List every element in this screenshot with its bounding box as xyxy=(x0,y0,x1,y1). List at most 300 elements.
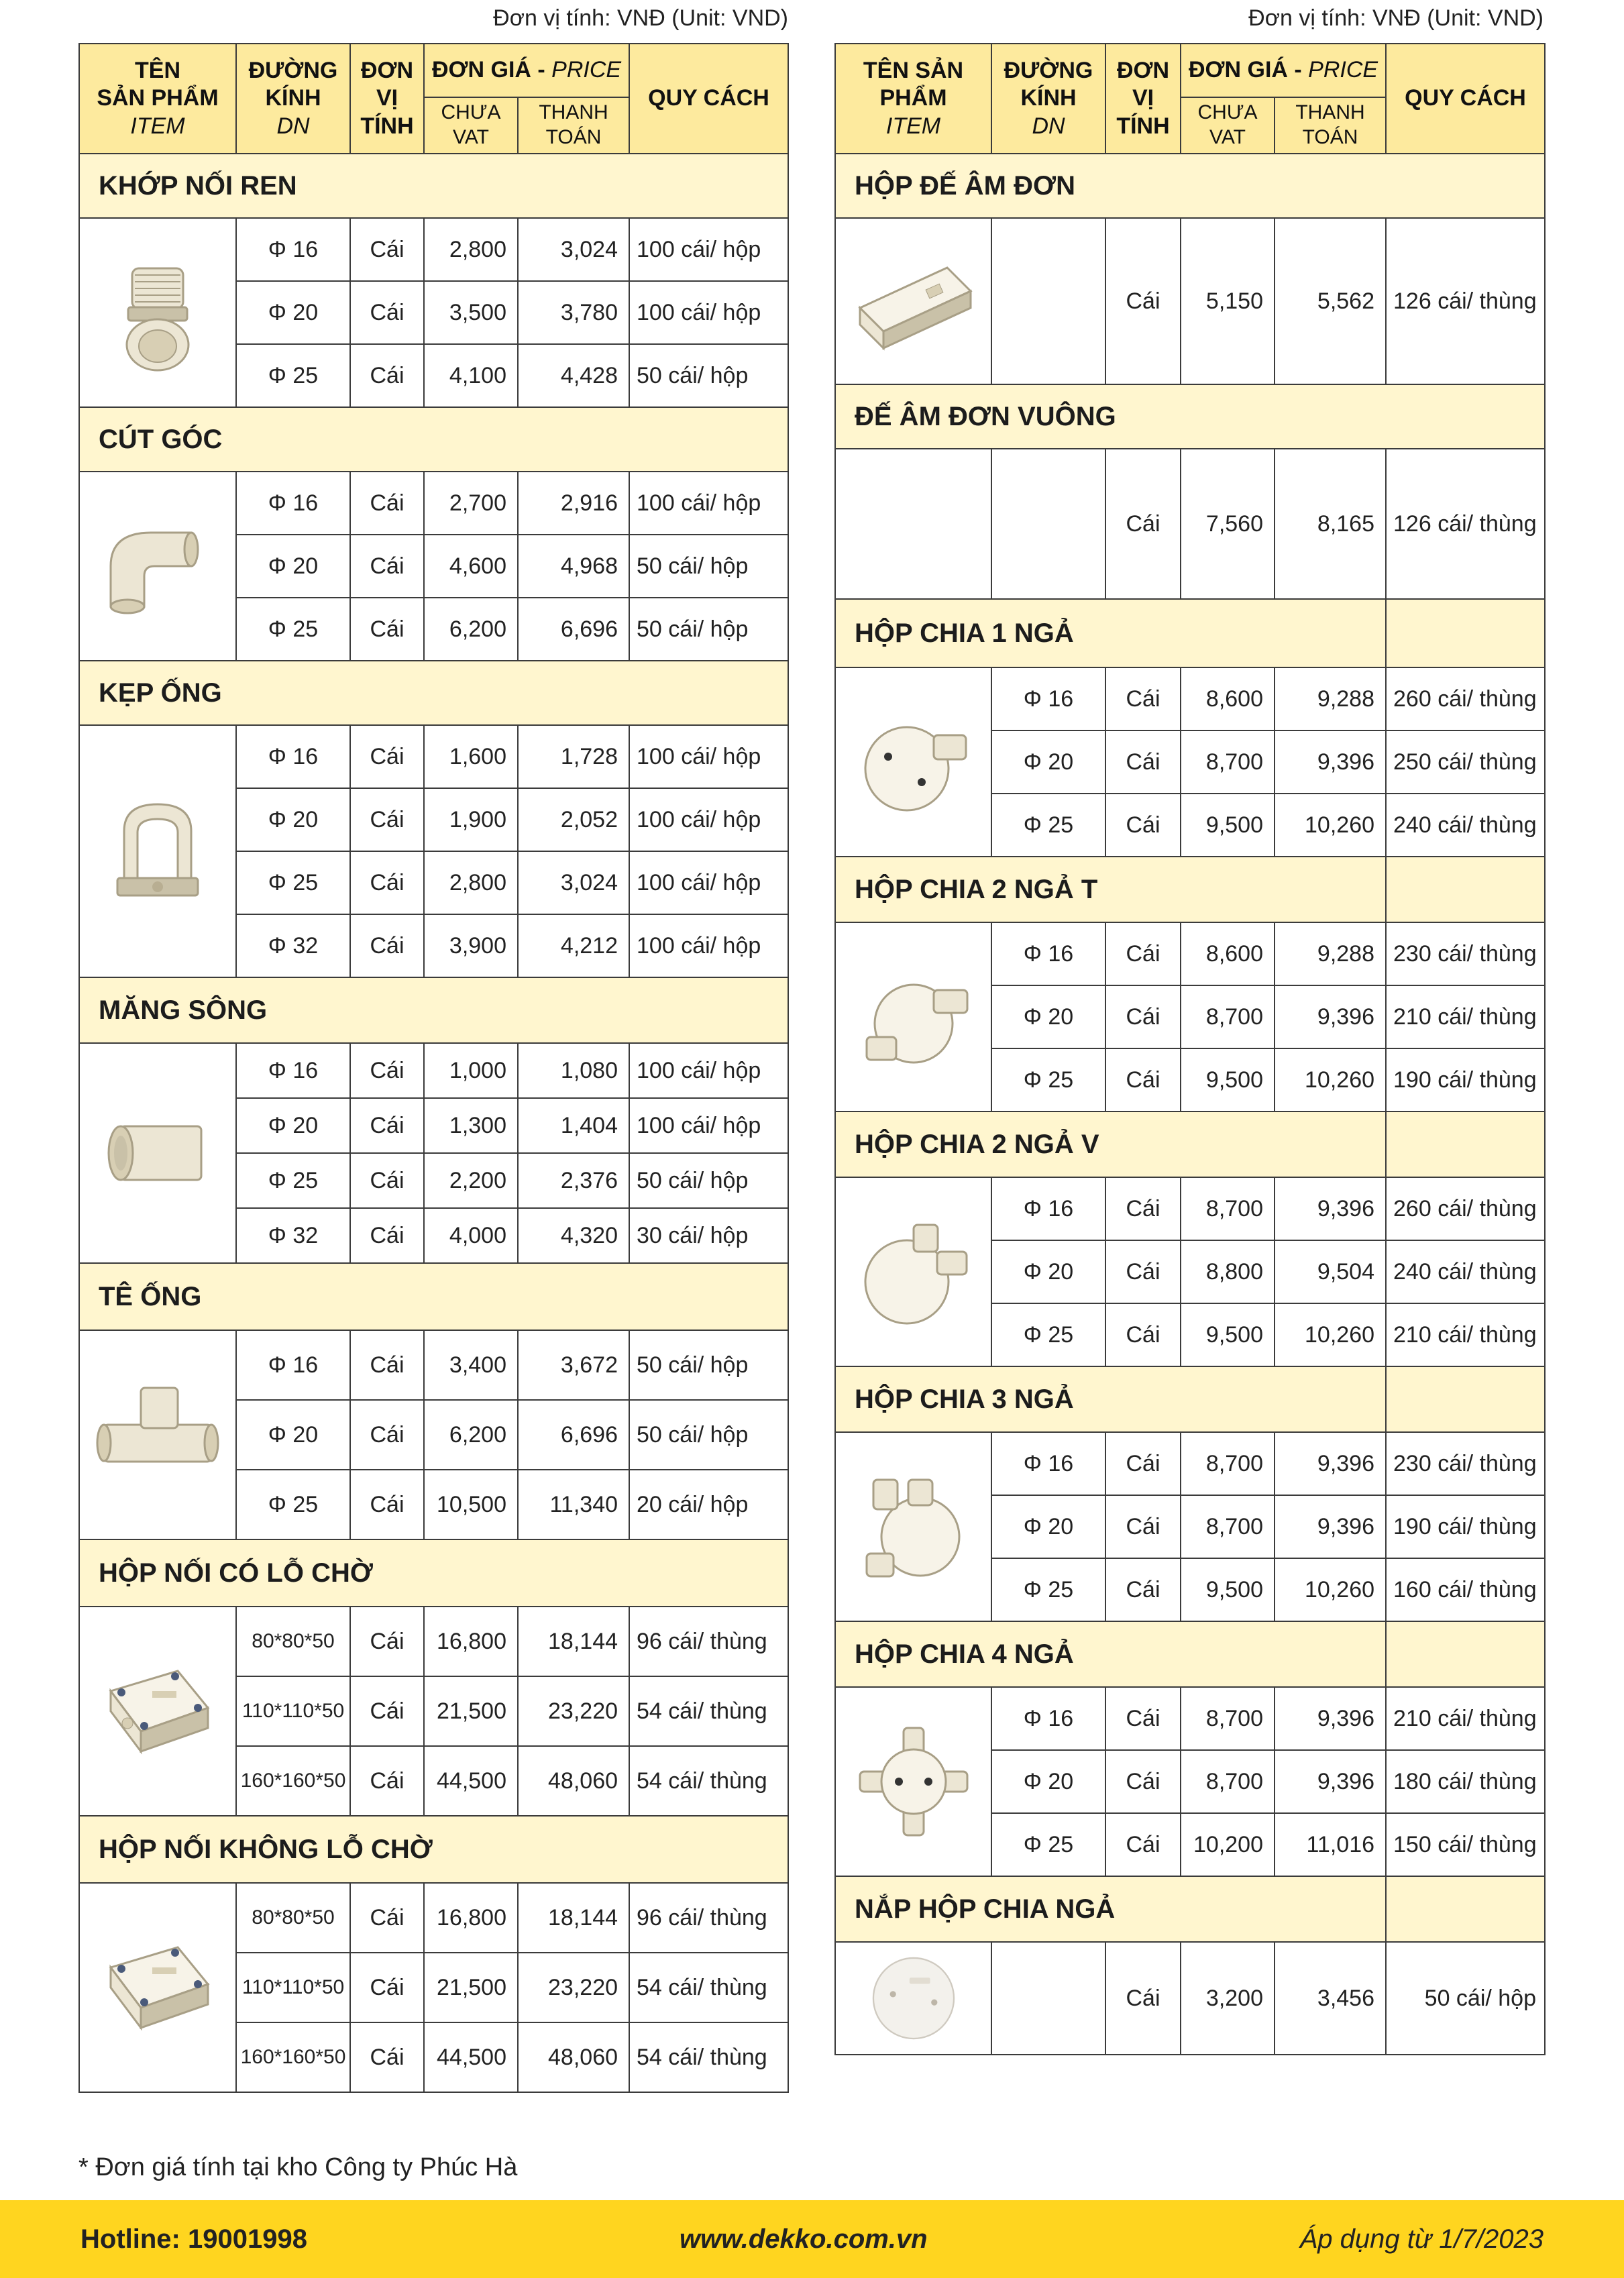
packing-spec-cell: 54 cái/ thùng xyxy=(629,1746,788,1816)
section-header xyxy=(79,154,788,218)
price-excl-vat-cell: 44,500 xyxy=(424,1746,518,1816)
four-way-box-icon xyxy=(847,1715,981,1849)
diameter-cell: Φ 16 xyxy=(236,1043,350,1098)
section-title: HỘP NỐI KHÔNG LỖ CHỜ xyxy=(79,1816,788,1883)
price-excl-vat-cell: 2,700 xyxy=(424,472,518,535)
diameter-cell: Φ 25 xyxy=(236,1153,350,1208)
packing-spec-cell: 260 cái/ thùng xyxy=(1386,667,1545,730)
diameter-cell: Φ 25 xyxy=(991,1303,1105,1366)
price-payment-cell: 3,780 xyxy=(518,281,629,344)
product-image xyxy=(79,472,236,661)
website-link[interactable]: www.dekko.com.vn xyxy=(679,2224,928,2254)
flush-back-box-icon xyxy=(847,234,981,368)
packing-spec-cell: 230 cái/ thùng xyxy=(1386,922,1545,985)
packing-spec-cell: 240 cái/ thùng xyxy=(1386,1240,1545,1303)
price-table-right xyxy=(834,43,1546,2055)
price-excl-vat-cell: 9,500 xyxy=(1181,1558,1275,1621)
socket-coupling-icon xyxy=(91,1086,225,1220)
price-payment-cell: 1,728 xyxy=(518,725,629,788)
unit-cell: Cái xyxy=(350,1746,424,1816)
price-excl-vat-cell: 8,600 xyxy=(1181,922,1275,985)
header-price: ĐƠN GIÁ - PRICE xyxy=(424,44,629,97)
header-price-payment: THANH TOÁN xyxy=(518,97,629,154)
price-payment-cell: 9,288 xyxy=(1275,667,1386,730)
price-payment-cell: 10,260 xyxy=(1275,1048,1386,1111)
section-title: HỘP NỐI CÓ LỖ CHỜ xyxy=(79,1539,788,1607)
price-table-left xyxy=(78,43,789,2093)
price-excl-vat-cell: 7,560 xyxy=(1181,449,1275,599)
header-unit: ĐƠN VỊ TÍNH xyxy=(1105,44,1181,154)
product-image xyxy=(79,725,236,977)
price-payment-cell: 3,672 xyxy=(518,1330,629,1400)
unit-cell: Cái xyxy=(1105,794,1181,857)
price-excl-vat-cell: 10,200 xyxy=(1181,1813,1275,1876)
unit-cell: Cái xyxy=(350,344,424,407)
price-excl-vat-cell: 3,400 xyxy=(424,1330,518,1400)
unit-cell: Cái xyxy=(1105,985,1181,1048)
section-header xyxy=(835,384,1545,449)
product-image xyxy=(835,922,991,1111)
unit-cell: Cái xyxy=(350,535,424,598)
diameter-cell: Φ 16 xyxy=(991,1687,1105,1750)
section-spacer xyxy=(1386,1366,1545,1432)
section-title: KẸP ỐNG xyxy=(79,661,788,725)
apply-date: Áp dụng từ 1/7/2023 xyxy=(1299,2224,1544,2254)
packing-spec-cell: 50 cái/ hộp xyxy=(629,1330,788,1400)
diameter-cell: Φ 25 xyxy=(991,794,1105,857)
unit-cell: Cái xyxy=(350,1607,424,1676)
diameter-cell: Φ 16 xyxy=(236,218,350,281)
diameter-cell: Φ 20 xyxy=(991,1750,1105,1813)
price-payment-cell: 9,396 xyxy=(1275,1177,1386,1240)
price-payment-cell: 10,260 xyxy=(1275,1303,1386,1366)
packing-spec-cell: 54 cái/ thùng xyxy=(629,2022,788,2092)
section-spacer xyxy=(1386,857,1545,922)
diameter-cell: Φ 32 xyxy=(236,1208,350,1263)
packing-spec-cell: 50 cái/ hộp xyxy=(629,1153,788,1208)
unit-cell: Cái xyxy=(350,1098,424,1153)
junction-box-plain-icon xyxy=(91,1920,225,2055)
table-row xyxy=(835,449,1545,599)
price-payment-cell: 2,376 xyxy=(518,1153,629,1208)
header-item: TÊN SẢN PHẨM ITEM xyxy=(79,44,236,154)
price-excl-vat-cell: 9,500 xyxy=(1181,794,1275,857)
price-excl-vat-cell: 8,700 xyxy=(1181,1687,1275,1750)
packing-spec-cell: 100 cái/ hộp xyxy=(629,281,788,344)
price-payment-cell: 8,165 xyxy=(1275,449,1386,599)
diameter-cell: Φ 25 xyxy=(991,1558,1105,1621)
packing-spec-cell: 100 cái/ hộp xyxy=(629,472,788,535)
packing-spec-cell: 210 cái/ thùng xyxy=(1386,1687,1545,1750)
diameter-cell: 110*110*50 xyxy=(236,1676,350,1746)
price-excl-vat-cell: 3,200 xyxy=(1181,1942,1275,2055)
diameter-cell: 80*80*50 xyxy=(236,1607,350,1676)
price-excl-vat-cell: 2,800 xyxy=(424,851,518,914)
unit-cell: Cái xyxy=(1105,1687,1181,1750)
price-payment-cell: 48,060 xyxy=(518,1746,629,1816)
table-row xyxy=(835,922,1545,985)
unit-cell: Cái xyxy=(1105,1813,1181,1876)
unit-cell: Cái xyxy=(350,281,424,344)
left-table-body xyxy=(79,154,788,2092)
product-image xyxy=(835,667,991,857)
packing-spec-cell: 180 cái/ thùng xyxy=(1386,1750,1545,1813)
unit-cell: Cái xyxy=(350,1400,424,1470)
price-excl-vat-cell: 8,700 xyxy=(1181,1432,1275,1495)
unit-cell: Cái xyxy=(350,1470,424,1539)
section-title: HỘP CHIA 2 NGẢ T xyxy=(835,857,1386,922)
price-excl-vat-cell: 44,500 xyxy=(424,2022,518,2092)
unit-cell: Cái xyxy=(1105,1558,1181,1621)
price-payment-cell: 9,396 xyxy=(1275,985,1386,1048)
unit-cell: Cái xyxy=(350,1883,424,1953)
price-payment-cell: 11,340 xyxy=(518,1470,629,1539)
header-unit: ĐƠN VỊ TÍNH xyxy=(350,44,424,154)
section-title: ĐẾ ÂM ĐƠN VUÔNG xyxy=(835,384,1545,449)
price-payment-cell: 9,396 xyxy=(1275,1495,1386,1558)
section-title: HỘP CHIA 4 NGẢ xyxy=(835,1621,1386,1687)
diameter-cell: Φ 20 xyxy=(991,985,1105,1048)
unit-cell: Cái xyxy=(350,1330,424,1400)
unit-cell: Cái xyxy=(1105,449,1181,599)
price-excl-vat-cell: 8,700 xyxy=(1181,1750,1275,1813)
price-payment-cell: 3,456 xyxy=(1275,1942,1386,2055)
packing-spec-cell: 100 cái/ hộp xyxy=(629,851,788,914)
table-row xyxy=(835,1942,1545,2055)
table-row xyxy=(79,1330,788,1400)
price-excl-vat-cell: 1,300 xyxy=(424,1098,518,1153)
one-way-box-icon xyxy=(847,695,981,829)
packing-spec-cell: 50 cái/ hộp xyxy=(629,535,788,598)
price-excl-vat-cell: 1,900 xyxy=(424,788,518,851)
packing-spec-cell: 250 cái/ thùng xyxy=(1386,730,1545,794)
price-payment-cell: 3,024 xyxy=(518,851,629,914)
packing-spec-cell: 190 cái/ thùng xyxy=(1386,1495,1545,1558)
diameter-cell: Φ 16 xyxy=(991,922,1105,985)
section-header xyxy=(835,857,1545,922)
section-header xyxy=(835,599,1545,667)
diameter-cell: Φ 25 xyxy=(236,598,350,661)
diameter-cell: Φ 16 xyxy=(236,725,350,788)
price-excl-vat-cell: 8,700 xyxy=(1181,985,1275,1048)
price-payment-cell: 6,696 xyxy=(518,598,629,661)
unit-cell: Cái xyxy=(350,788,424,851)
unit-cell: Cái xyxy=(350,472,424,535)
diameter-cell: Φ 20 xyxy=(991,730,1105,794)
packing-spec-cell: 96 cái/ thùng xyxy=(629,1607,788,1676)
packing-spec-cell: 50 cái/ hộp xyxy=(629,344,788,407)
diameter-cell: 80*80*50 xyxy=(236,1883,350,1953)
product-image xyxy=(835,1177,991,1366)
diameter-cell xyxy=(991,449,1105,599)
section-header xyxy=(79,407,788,472)
section-header xyxy=(835,1876,1545,1942)
diameter-cell: Φ 20 xyxy=(236,788,350,851)
packing-spec-cell: 230 cái/ thùng xyxy=(1386,1432,1545,1495)
section-title: HỘP CHIA 2 NGẢ V xyxy=(835,1111,1386,1177)
table-row xyxy=(79,1043,788,1098)
price-payment-cell: 18,144 xyxy=(518,1883,629,1953)
unit-cell: Cái xyxy=(350,218,424,281)
packing-spec-cell: 54 cái/ thùng xyxy=(629,1676,788,1746)
unit-cell: Cái xyxy=(350,1043,424,1098)
price-payment-cell: 23,220 xyxy=(518,1676,629,1746)
packing-spec-cell: 96 cái/ thùng xyxy=(629,1883,788,1953)
threaded-coupling-icon xyxy=(91,246,225,380)
section-header xyxy=(835,1366,1545,1432)
packing-spec-cell: 100 cái/ hộp xyxy=(629,218,788,281)
packing-spec-cell: 150 cái/ thùng xyxy=(1386,1813,1545,1876)
price-excl-vat-cell: 9,500 xyxy=(1181,1303,1275,1366)
price-excl-vat-cell: 21,500 xyxy=(424,1676,518,1746)
diameter-cell: Φ 16 xyxy=(236,1330,350,1400)
price-payment-cell: 10,260 xyxy=(1275,794,1386,857)
price-excl-vat-cell: 8,600 xyxy=(1181,667,1275,730)
price-excl-vat-cell: 1,600 xyxy=(424,725,518,788)
unit-cell: Cái xyxy=(350,1208,424,1263)
packing-spec-cell: 50 cái/ hộp xyxy=(629,598,788,661)
packing-spec-cell: 100 cái/ hộp xyxy=(629,1098,788,1153)
section-title: TÊ ỐNG xyxy=(79,1263,788,1330)
packing-spec-cell: 50 cái/ hộp xyxy=(1386,1942,1545,2055)
diameter-cell: Φ 20 xyxy=(991,1495,1105,1558)
price-payment-cell: 23,220 xyxy=(518,1953,629,2022)
product-image xyxy=(835,1432,991,1621)
price-payment-cell: 2,916 xyxy=(518,472,629,535)
section-title: KHỚP NỐI REN xyxy=(79,154,788,218)
price-payment-cell: 9,396 xyxy=(1275,1687,1386,1750)
diameter-cell: 110*110*50 xyxy=(236,1953,350,2022)
diameter-cell: Φ 20 xyxy=(991,1240,1105,1303)
unit-cell: Cái xyxy=(350,725,424,788)
table-row xyxy=(835,667,1545,730)
price-payment-cell: 9,504 xyxy=(1275,1240,1386,1303)
table-row xyxy=(79,472,788,535)
price-payment-cell: 9,396 xyxy=(1275,730,1386,794)
price-payment-cell: 1,080 xyxy=(518,1043,629,1098)
product-image xyxy=(79,1330,236,1539)
price-excl-vat-cell: 8,700 xyxy=(1181,1177,1275,1240)
price-payment-cell: 2,052 xyxy=(518,788,629,851)
unit-cell: Cái xyxy=(350,2022,424,2092)
section-title: HỘP CHIA 1 NGẢ xyxy=(835,599,1386,667)
price-payment-cell: 3,024 xyxy=(518,218,629,281)
diameter-cell: 160*160*50 xyxy=(236,2022,350,2092)
price-excl-vat-cell: 2,200 xyxy=(424,1153,518,1208)
diameter-cell: Φ 25 xyxy=(991,1813,1105,1876)
unit-note-left: Đơn vị tính: VNĐ (Unit: VND) xyxy=(493,5,788,31)
price-excl-vat-cell: 4,600 xyxy=(424,535,518,598)
packing-spec-cell: 210 cái/ thùng xyxy=(1386,985,1545,1048)
section-spacer xyxy=(1386,1876,1545,1942)
header-spec: QUY CÁCH xyxy=(1386,44,1545,154)
unit-cell: Cái xyxy=(1105,1048,1181,1111)
packing-spec-cell: 100 cái/ hộp xyxy=(629,1043,788,1098)
section-title: CÚT GÓC xyxy=(79,407,788,472)
price-excl-vat-cell: 16,800 xyxy=(424,1607,518,1676)
price-excl-vat-cell: 21,500 xyxy=(424,1953,518,2022)
price-excl-vat-cell: 1,000 xyxy=(424,1043,518,1098)
product-image xyxy=(79,1883,236,2092)
price-excl-vat-cell: 2,800 xyxy=(424,218,518,281)
unit-cell: Cái xyxy=(1105,1942,1181,2055)
product-image xyxy=(79,1043,236,1263)
junction-box-knockout-icon xyxy=(91,1644,225,1778)
price-excl-vat-cell: 8,700 xyxy=(1181,730,1275,794)
header-dn: ĐƯỜNG KÍNH DN xyxy=(991,44,1105,154)
diameter-cell: Φ 25 xyxy=(991,1048,1105,1111)
diameter-cell: Φ 32 xyxy=(236,914,350,977)
header-price-payment: THANH TOÁN xyxy=(1275,97,1386,154)
packing-spec-cell: 126 cái/ thùng xyxy=(1386,449,1545,599)
diameter-cell xyxy=(991,218,1105,384)
packing-spec-cell: 54 cái/ thùng xyxy=(629,1953,788,2022)
diameter-cell: 160*160*50 xyxy=(236,1746,350,1816)
packing-spec-cell: 100 cái/ hộp xyxy=(629,725,788,788)
price-payment-cell: 4,320 xyxy=(518,1208,629,1263)
section-spacer xyxy=(1386,1111,1545,1177)
header-item: TÊN SẢN PHẨM ITEM xyxy=(835,44,991,154)
diameter-cell: Φ 16 xyxy=(991,1432,1105,1495)
product-image xyxy=(835,1687,991,1876)
table-row xyxy=(835,218,1545,384)
unit-cell: Cái xyxy=(1105,730,1181,794)
product-image xyxy=(835,1942,991,2055)
price-excl-vat-cell: 4,100 xyxy=(424,344,518,407)
price-payment-cell: 9,288 xyxy=(1275,922,1386,985)
unit-cell: Cái xyxy=(1105,1303,1181,1366)
product-image xyxy=(79,1607,236,1816)
two-way-t-box-icon xyxy=(847,950,981,1084)
price-payment-cell: 4,968 xyxy=(518,535,629,598)
price-excl-vat-cell: 10,500 xyxy=(424,1470,518,1539)
price-excl-vat-cell: 3,900 xyxy=(424,914,518,977)
packing-spec-cell: 260 cái/ thùng xyxy=(1386,1177,1545,1240)
diameter-cell: Φ 25 xyxy=(236,1470,350,1539)
unit-cell: Cái xyxy=(350,851,424,914)
price-excl-vat-cell: 5,150 xyxy=(1181,218,1275,384)
section-header xyxy=(79,1539,788,1607)
section-title: HỘP ĐẾ ÂM ĐƠN xyxy=(835,154,1545,218)
diameter-cell: Φ 16 xyxy=(991,1177,1105,1240)
unit-cell: Cái xyxy=(1105,1495,1181,1558)
section-spacer xyxy=(1386,1621,1545,1687)
table-row xyxy=(79,218,788,281)
product-image xyxy=(79,218,236,407)
diameter-cell: Φ 20 xyxy=(236,1098,350,1153)
unit-cell: Cái xyxy=(1105,667,1181,730)
unit-cell: Cái xyxy=(1105,1750,1181,1813)
section-header xyxy=(835,1621,1545,1687)
table-row xyxy=(79,725,788,788)
price-payment-cell: 9,396 xyxy=(1275,1432,1386,1495)
unit-cell: Cái xyxy=(1105,218,1181,384)
section-header xyxy=(79,977,788,1043)
price-payment-cell: 9,396 xyxy=(1275,1750,1386,1813)
header-price-excl-vat: CHƯA VAT xyxy=(424,97,518,154)
hotline[interactable]: Hotline: 19001998 xyxy=(80,2224,307,2254)
unit-cell: Cái xyxy=(350,1953,424,2022)
section-header xyxy=(79,1816,788,1883)
section-spacer xyxy=(1386,599,1545,667)
diameter-cell: Φ 25 xyxy=(236,344,350,407)
section-title: HỘP CHIA 3 NGẢ xyxy=(835,1366,1386,1432)
price-payment-cell: 10,260 xyxy=(1275,1558,1386,1621)
packing-spec-cell: 210 cái/ thùng xyxy=(1386,1303,1545,1366)
section-header xyxy=(835,154,1545,218)
footnote: * Đơn giá tính tại kho Công ty Phúc Hà xyxy=(78,2153,518,2181)
price-payment-cell: 5,562 xyxy=(1275,218,1386,384)
price-payment-cell: 4,428 xyxy=(518,344,629,407)
section-header xyxy=(79,1263,788,1330)
price-excl-vat-cell: 8,700 xyxy=(1181,1495,1275,1558)
diameter-cell: Φ 16 xyxy=(991,667,1105,730)
section-title: NẮP HỘP CHIA NGẢ xyxy=(835,1876,1386,1942)
diameter-cell xyxy=(991,1942,1105,2055)
header-price: ĐƠN GIÁ - PRICE xyxy=(1181,44,1386,97)
unit-cell: Cái xyxy=(1105,1432,1181,1495)
table-row xyxy=(835,1177,1545,1240)
diameter-cell: Φ 16 xyxy=(236,472,350,535)
price-excl-vat-cell: 9,500 xyxy=(1181,1048,1275,1111)
packing-spec-cell: 126 cái/ thùng xyxy=(1386,218,1545,384)
price-payment-cell: 6,696 xyxy=(518,1400,629,1470)
price-excl-vat-cell: 3,500 xyxy=(424,281,518,344)
unit-cell: Cái xyxy=(1105,1177,1181,1240)
unit-note-right: Đơn vị tính: VNĐ (Unit: VND) xyxy=(1248,5,1544,31)
table-row xyxy=(835,1687,1545,1750)
table-row xyxy=(835,1432,1545,1495)
packing-spec-cell: 30 cái/ hộp xyxy=(629,1208,788,1263)
unit-cell: Cái xyxy=(350,598,424,661)
elbow-icon xyxy=(91,499,225,633)
footer-bar xyxy=(0,2200,1624,2278)
box-cover-icon xyxy=(862,1947,965,2050)
packing-spec-cell: 240 cái/ thùng xyxy=(1386,794,1545,857)
price-excl-vat-cell: 16,800 xyxy=(424,1883,518,1953)
section-header xyxy=(835,1111,1545,1177)
product-image xyxy=(835,449,991,599)
packing-spec-cell: 50 cái/ hộp xyxy=(629,1400,788,1470)
price-payment-cell: 18,144 xyxy=(518,1607,629,1676)
packing-spec-cell: 160 cái/ thùng xyxy=(1386,1558,1545,1621)
packing-spec-cell: 100 cái/ hộp xyxy=(629,788,788,851)
price-excl-vat-cell: 4,000 xyxy=(424,1208,518,1263)
diameter-cell: Φ 20 xyxy=(236,535,350,598)
tee-icon xyxy=(91,1368,225,1502)
header-price-excl-vat: CHƯA VAT xyxy=(1181,97,1275,154)
three-way-box-icon xyxy=(847,1460,981,1594)
diameter-cell: Φ 20 xyxy=(236,281,350,344)
table-row xyxy=(79,1607,788,1676)
packing-spec-cell: 20 cái/ hộp xyxy=(629,1470,788,1539)
unit-cell: Cái xyxy=(1105,922,1181,985)
price-excl-vat-cell: 6,200 xyxy=(424,1400,518,1470)
packing-spec-cell: 190 cái/ thùng xyxy=(1386,1048,1545,1111)
price-payment-cell: 4,212 xyxy=(518,914,629,977)
table-row xyxy=(79,1883,788,1953)
pipe-clip-icon xyxy=(91,784,225,918)
price-payment-cell: 48,060 xyxy=(518,2022,629,2092)
unit-cell: Cái xyxy=(350,1153,424,1208)
diameter-cell: Φ 20 xyxy=(236,1400,350,1470)
diameter-cell: Φ 25 xyxy=(236,851,350,914)
two-way-v-box-icon xyxy=(847,1205,981,1339)
header-dn: ĐƯỜNG KÍNH DN xyxy=(236,44,350,154)
right-table-body xyxy=(835,154,1545,2055)
price-excl-vat-cell: 8,800 xyxy=(1181,1240,1275,1303)
packing-spec-cell: 100 cái/ hộp xyxy=(629,914,788,977)
